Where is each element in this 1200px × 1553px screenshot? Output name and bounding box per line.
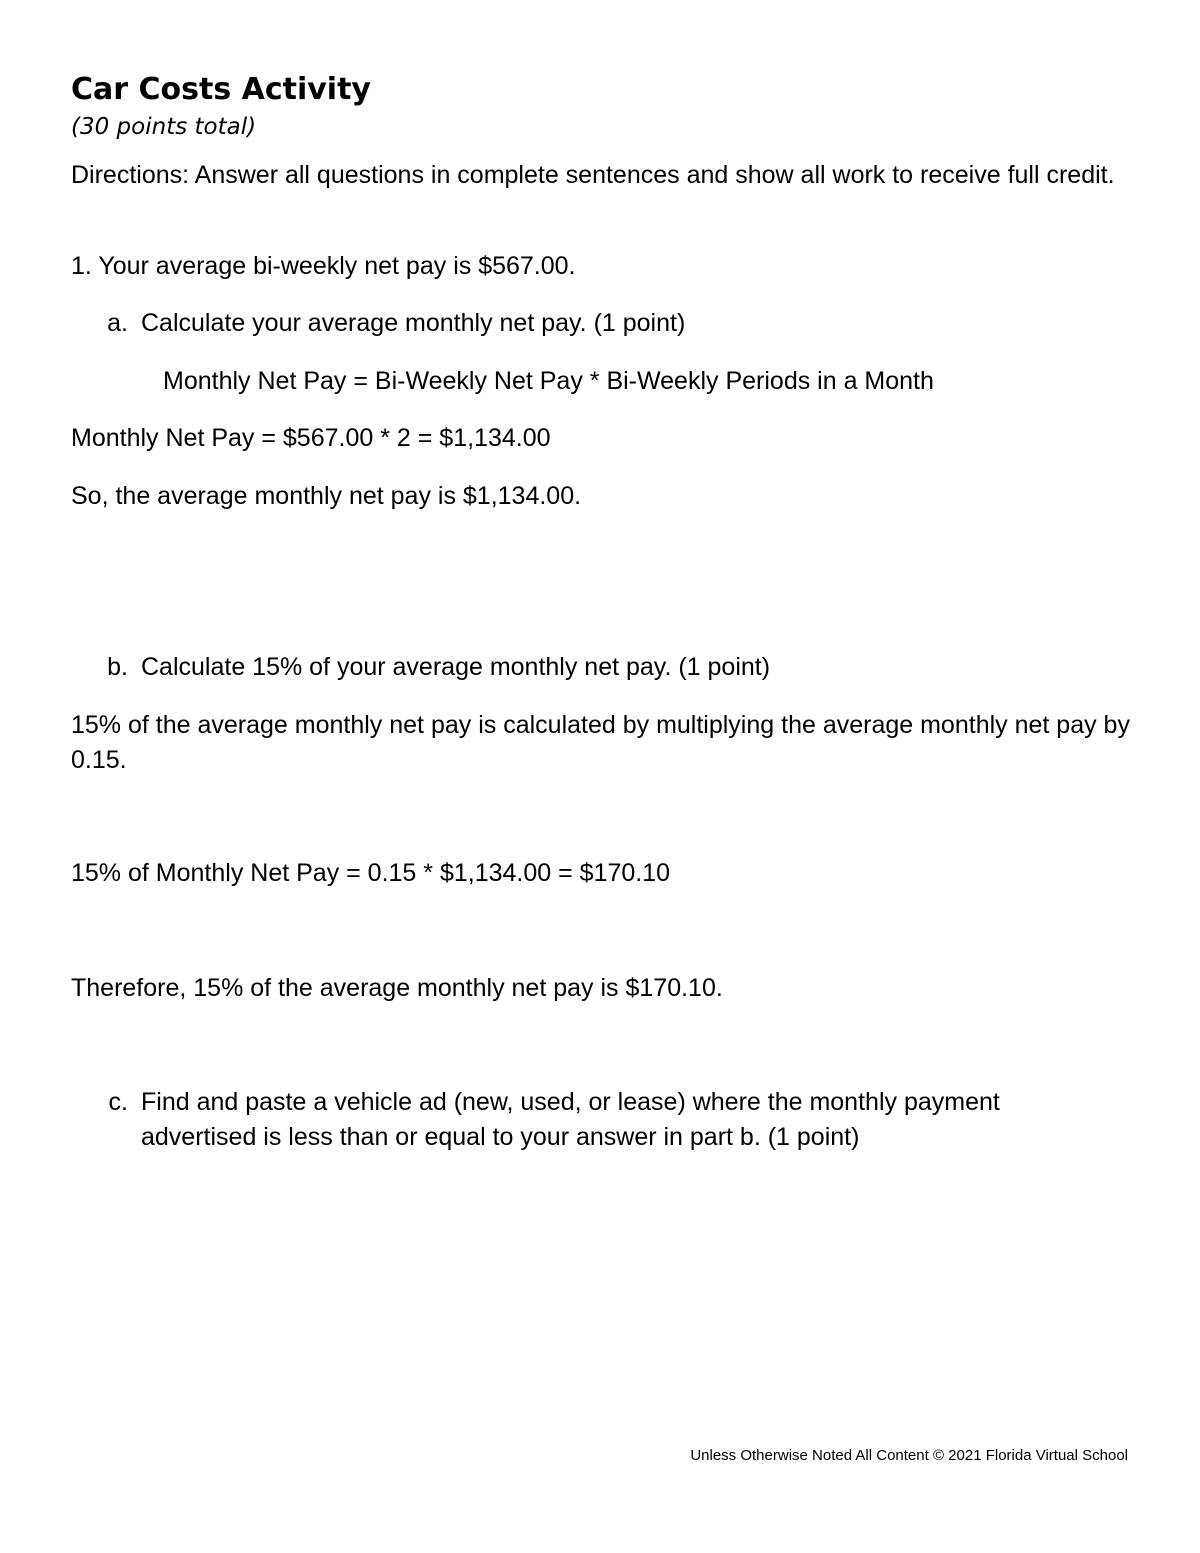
part-a-item <box>0 306 1200 341</box>
page-footer: Unless Otherwise Noted All Content © 2021 Florida Virtual School <box>690 1447 1128 1464</box>
part-a-answer: So, the average monthly net pay is $1,134.00. <box>71 482 582 510</box>
points-total: (30 points total) <box>71 114 257 140</box>
directions-text: Directions: Answer all questions in complete sentences and show all work to receive full credit. <box>71 161 1115 189</box>
part-b-calculation: 15% of Monthly Net Pay = 0.15 * $1,134.00 = $170.10 <box>71 859 671 887</box>
part-c-label: c. <box>108 1088 128 1116</box>
part-a-formula: Monthly Net Pay = Bi-Weekly Net Pay * Bi-Weekly Periods in a Month <box>163 367 934 395</box>
part-c-item <box>0 1085 1200 1155</box>
part-b-answer: Therefore, 15% of the average monthly net pay is $170.10. <box>71 974 723 1002</box>
part-a-label: a. <box>107 309 128 337</box>
page-title: Car Costs Activity <box>71 72 371 107</box>
part-a-text: Calculate your average monthly net pay. (1 point) <box>141 309 686 337</box>
part-a-calculation: Monthly Net Pay = $567.00 * 2 = $1,134.00 <box>71 424 551 452</box>
part-b-item <box>0 650 1200 685</box>
part-b-explanation: 15% of the average monthly net pay is calculated by multiplying the average monthly net pay by 0.15. <box>71 711 1130 774</box>
part-b-text: Calculate 15% of your average monthly net pay. (1 point) <box>141 653 771 681</box>
part-b-label: b. <box>107 653 128 681</box>
part-c-text-line-2: advertised is less than or equal to your answer in part b. (1 point) <box>141 1123 860 1151</box>
question-1-prompt: 1. Your average bi-weekly net pay is $567.00. <box>71 252 576 280</box>
part-c-text-line-1: Find and paste a vehicle ad (new, used, or lease) where the monthly payment <box>141 1088 1000 1116</box>
